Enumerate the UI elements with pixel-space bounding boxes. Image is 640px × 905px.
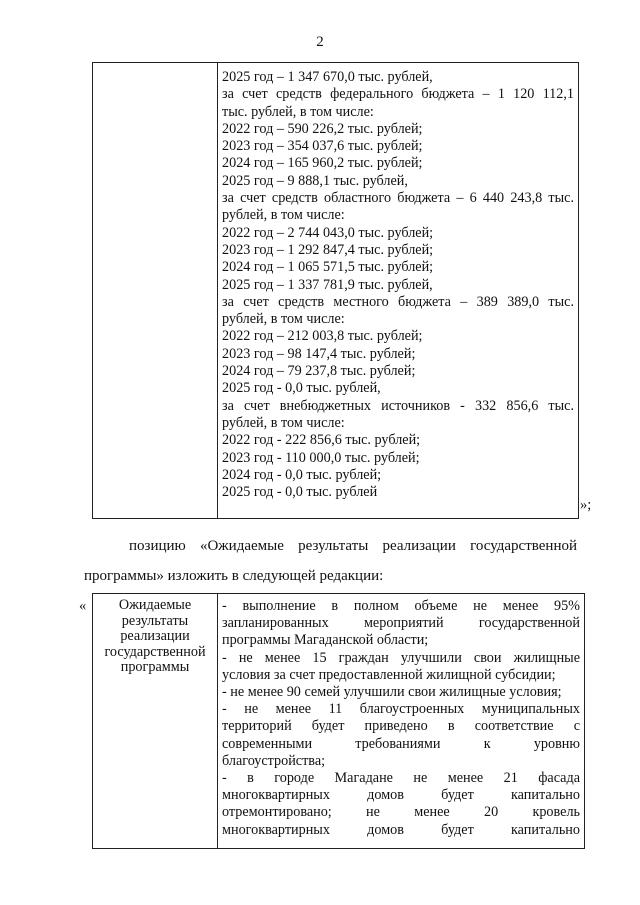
funding-line: за счет средств федерального бюджета – 1 120 112,1 <box>222 86 574 103</box>
funding-table <box>92 62 579 519</box>
results-line: современными требованиями к уровню <box>222 735 580 752</box>
results-line: условия за счет предоставленной жилищной субсидии; <box>222 666 556 683</box>
results-label-line: Ожидаемые <box>118 597 192 613</box>
results-line: - не менее 15 граждан улучшили свои жилищные <box>222 649 580 666</box>
funding-line: 2023 год – 1 292 847,4 тыс. рублей; <box>222 241 434 258</box>
results-label-line: государственной <box>104 643 206 660</box>
instruction-line-2: программы» изложить в следующей редакции: <box>84 568 384 584</box>
funding-line: 2023 год – 98 147,4 тыс. рублей; <box>222 345 416 362</box>
funding-line: 2025 год – 1 337 781,9 тыс. рублей, <box>222 276 433 293</box>
results-line: отремонтировано; не менее 20 кровель <box>222 804 580 821</box>
funding-line: тыс. рублей, в том числе: <box>222 103 374 120</box>
results-line: - не менее 11 благоустроенных муниципальных <box>222 701 580 718</box>
results-line: программы Магаданской области; <box>222 632 429 649</box>
results-line: многоквартирных домов будет капитально <box>222 787 580 804</box>
results-line: территорий будет приведено в соответствие с <box>222 718 580 735</box>
funding-table-text <box>222 69 574 501</box>
funding-line: 2023 год – 354 037,6 тыс. рублей; <box>222 138 423 155</box>
funding-line: 2024 год – 1 065 571,5 тыс. рублей; <box>222 259 434 276</box>
funding-line: 2022 год – 2 744 043,0 тыс. рублей; <box>222 224 434 241</box>
results-line: запланированных мероприятий государственной <box>222 615 580 632</box>
results-line: - выполнение в полном объеме не менее 95% <box>222 598 580 614</box>
funding-table-left-cell <box>93 63 218 518</box>
funding-line: 2025 год – 9 888,1 тыс. рублей, <box>222 172 408 189</box>
results-table <box>92 593 585 849</box>
results-label-line: программы <box>120 659 190 675</box>
funding-line: 2023 год - 110 000,0 тыс. рублей; <box>222 449 420 466</box>
results-label-line: реализации <box>120 628 190 644</box>
funding-line: рублей, в том числе: <box>222 414 345 431</box>
funding-line: за счет средств местного бюджета – 389 389,0 тыс. <box>222 293 574 310</box>
funding-line: 2024 год – 79 237,8 тыс. рублей; <box>222 363 416 380</box>
results-line: благоустройства; <box>222 752 326 769</box>
funding-line: 2022 год – 590 226,2 тыс. рублей; <box>222 120 423 137</box>
results-line: - в городе Магадане не менее 21 фасада <box>222 770 580 787</box>
funding-line: за счет внебюджетных источников - 332 856,6 тыс. <box>222 397 574 414</box>
results-text <box>222 598 580 839</box>
results-line: многоквартирных домов будет капитально <box>222 821 580 838</box>
closing-quote: »; <box>580 497 592 513</box>
instruction-paragraph <box>84 536 577 586</box>
page-number: 2 <box>316 34 324 50</box>
funding-line: за счет средств областного бюджета – 6 440 243,8 тыс. <box>222 190 574 207</box>
funding-line: 2025 год - 0,0 тыс. рублей <box>222 484 378 501</box>
funding-line: рублей, в том числе: <box>222 311 345 328</box>
funding-line: 2025 год - 0,0 тыс. рублей, <box>222 380 381 397</box>
opening-quote: « <box>79 598 87 614</box>
funding-line: 2024 год – 165 960,2 тыс. рублей; <box>222 155 423 172</box>
funding-line: 2024 год - 0,0 тыс. рублей; <box>222 466 382 483</box>
instruction-line-1: позицию «Ожидаемые результаты реализации государственной <box>129 538 577 554</box>
results-label <box>93 598 217 676</box>
funding-line: 2022 год – 212 003,8 тыс. рублей; <box>222 328 423 345</box>
results-label-line: результаты <box>121 612 189 629</box>
results-line: - не менее 90 семей улучшили свои жилищные условия; <box>222 684 562 701</box>
funding-line: рублей, в том числе: <box>222 207 345 224</box>
funding-line: 2025 год – 1 347 670,0 тыс. рублей, <box>222 69 433 85</box>
funding-line: 2022 год - 222 856,6 тыс. рублей; <box>222 432 421 449</box>
